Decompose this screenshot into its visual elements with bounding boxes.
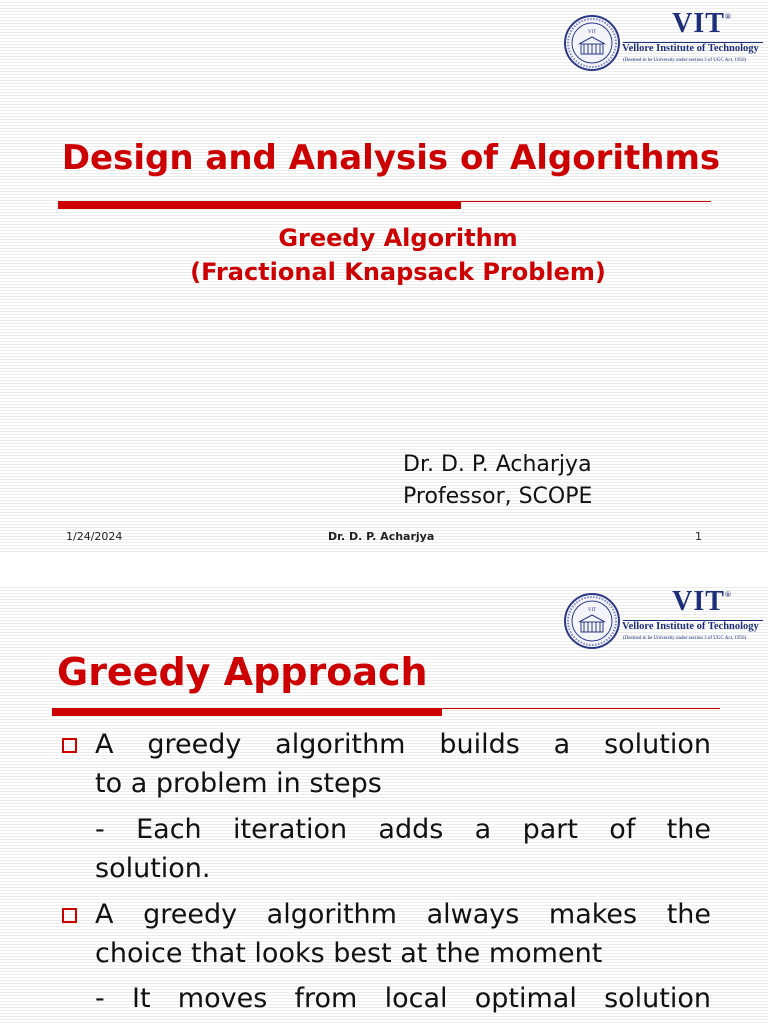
slide-2 — [0, 585, 768, 1024]
title-underline-thin — [442, 708, 720, 709]
vit-logo — [563, 588, 768, 654]
title-underline-thin — [461, 201, 711, 202]
slide-title: Greedy Approach — [57, 650, 428, 694]
bullet-2-line-1: A greedy algorithm always makes the — [95, 899, 711, 930]
vit-brand: VIT — [672, 586, 725, 617]
vit-seal-icon — [563, 10, 623, 76]
institute-deemed: (Deemed to be University under section 3 of UGC Act, 1956) — [623, 636, 747, 641]
subtitle-line-1: Greedy Algorithm — [278, 224, 518, 252]
institute-name: Vellore Institute of Technology — [622, 43, 759, 54]
institute-deemed: (Deemed to be University under section 3 of UGC Act, 1956) — [623, 58, 747, 63]
footer-date: 1/24/2024 — [66, 530, 123, 543]
svg-text:VIT: VIT — [587, 30, 597, 35]
footer-page-number: 1 — [695, 530, 702, 543]
author-name: Dr. D. P. Acharjya — [403, 452, 592, 477]
registered-mark: ® — [724, 590, 732, 599]
svg-text:VIT: VIT — [587, 608, 597, 613]
author-title: Professor, SCOPE — [403, 484, 593, 509]
title-underline-thick — [58, 201, 461, 209]
bullet-2-line-2: choice that looks best at the moment — [95, 938, 603, 969]
sub-point-1-line-2: solution. — [95, 853, 211, 884]
footer-author: Dr. D. P. Acharjya — [328, 530, 435, 543]
slide-title: Design and Analysis of Algorithms — [61, 138, 721, 178]
institute-name: Vellore Institute of Technology — [622, 621, 759, 632]
sub-point-2-line-1: - It moves from local optimal solution — [95, 983, 711, 1014]
bullet-1-line-2: to a problem in steps — [95, 768, 382, 799]
registered-mark: ® — [724, 12, 732, 21]
sub-point-1-line-1: - Each iteration adds a part of the — [95, 814, 711, 845]
slide-gap — [0, 552, 768, 585]
title-underline-thick — [52, 708, 442, 716]
subtitle-line-2: (Fractional Knapsack Problem) — [190, 258, 606, 286]
bullet-1-line-1: A greedy algorithm builds a solution — [95, 729, 711, 760]
vit-seal-icon — [563, 588, 623, 654]
vit-logo — [563, 10, 768, 76]
bullet-box-icon — [62, 738, 77, 753]
bullet-box-icon — [62, 908, 77, 923]
vit-brand: VIT — [672, 8, 725, 39]
